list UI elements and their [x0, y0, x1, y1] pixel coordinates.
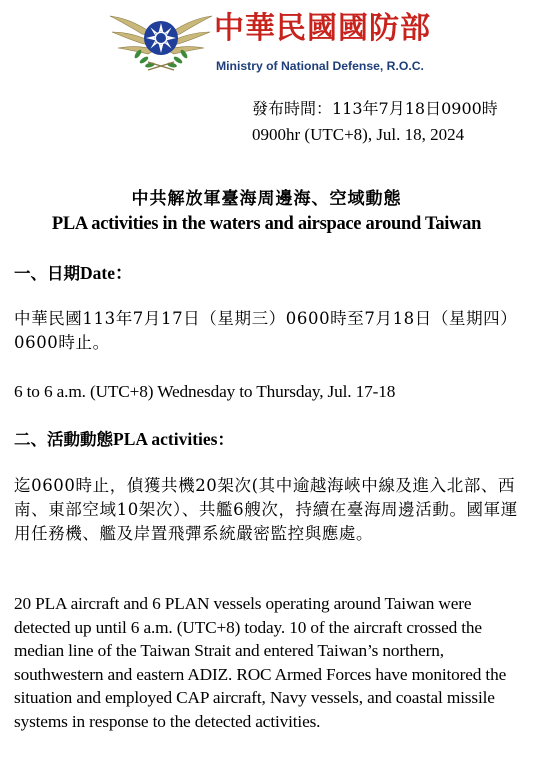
ministry-name-zh: 中華民國國防部 [214, 11, 431, 46]
document-title-zh: 中共解放軍臺海周邊海、空域動態 [131, 189, 402, 209]
activities-body-en: 20 PLA aircraft and 6 PLAN vessels operating around Taiwan were detected up until 6 a.m. (UTC+8) today. 10 of the aircraft crossed the median line of the Taiwan Strait and entered Taiwan’s northern, southwestern and eastern ADIZ. ROC Armed Forces have monitored the situation and employed CAP aircraft, Navy vessels, and coastal missile systems in response to the detected activities. [14, 594, 507, 731]
date-body-zh: 中華民國113年7月17日（星期三）0600時至7月18日（星期四）0600時止。 [14, 309, 518, 352]
letterhead [0, 0, 533, 90]
document-title [0, 187, 533, 237]
release-time [252, 96, 498, 148]
section-date-heading-zh: 一、日期 [14, 264, 80, 283]
section-activities-heading [14, 426, 234, 450]
release-time-en: 0900hr (UTC+8), Jul. 18, 2024 [252, 125, 465, 144]
section-activities-heading-colon: ： [217, 430, 234, 449]
section-activities-heading-zh: 二、活動動態 [14, 430, 113, 449]
release-time-zh: 發布時間：113年7月18日0900時 [252, 99, 498, 118]
section-date-heading [14, 260, 132, 285]
date-body-en: 6 to 6 a.m. (UTC+8) Wednesday to Thursday, Jul. 17-18 [14, 382, 396, 401]
activities-body-zh: 迄0600時止，偵獲共機20架次(其中逾越海峽中線及進入北部、西南、東部空域10架次）、共艦6艘次，持續在臺海周邊活動。國軍運用任務機、艦及岸置飛彈系統嚴密監控與應處。 [14, 476, 518, 543]
ministry-name-en: Ministry of National Defense, R.O.C. [216, 59, 424, 73]
document-title-en: PLA activities in the waters and airspace around Taiwan [51, 214, 482, 234]
section-date-heading-en: Date： [80, 263, 133, 283]
section-activities-heading-en: PLA activities [113, 429, 218, 449]
mnd-emblem-icon [108, 4, 214, 76]
